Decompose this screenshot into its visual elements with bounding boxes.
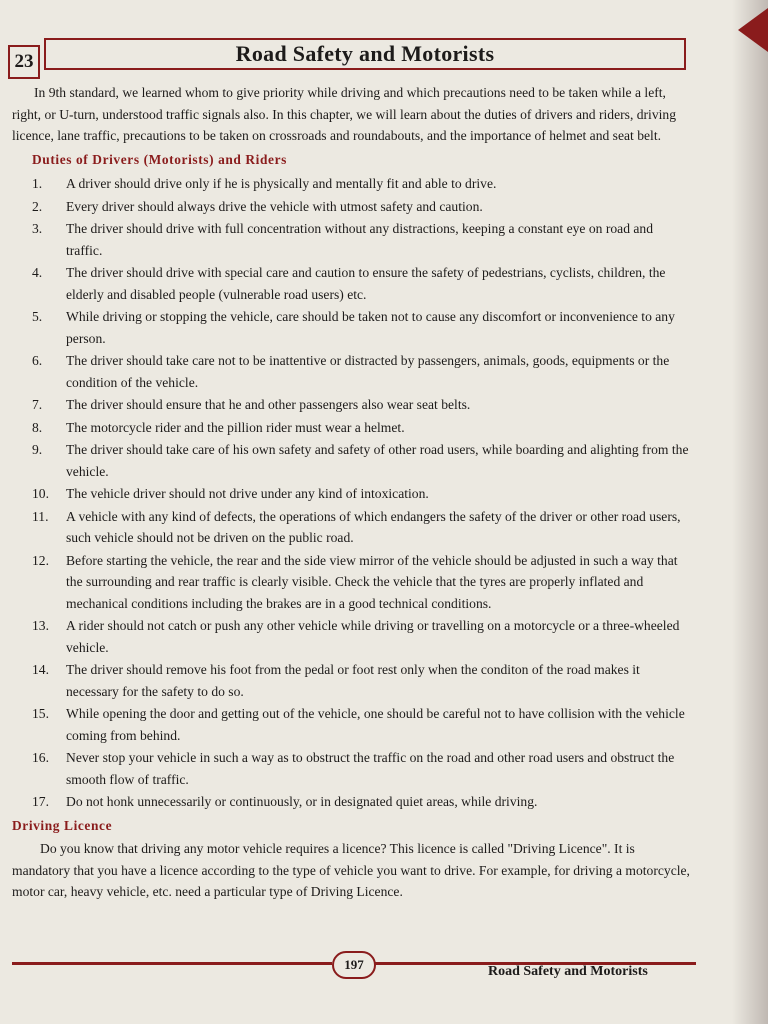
duty-number: 5.: [32, 309, 43, 324]
duty-number: 8.: [32, 419, 43, 435]
duties-heading: Duties of Drivers (Motorists) and Riders: [32, 151, 287, 167]
corner-tab-mark: [738, 8, 768, 52]
duty-item: [12, 659, 692, 702]
duty-text: The driver should remove his foot from the pedal or foot rest only when the conditon of the road makes it necessary for the safety to do so.: [66, 662, 640, 699]
duties-list: [12, 173, 692, 813]
page-edge-shadow: [732, 0, 768, 1024]
footer-title: Road Safety and Motorists: [488, 964, 648, 979]
duty-item: [12, 218, 692, 261]
duty-number: 3.: [32, 221, 43, 236]
duty-number: 4.: [32, 265, 43, 280]
duty-number: 12.: [32, 552, 49, 568]
duty-number: 15.: [32, 706, 49, 721]
duty-number: 9.: [32, 442, 43, 457]
duty-item: [12, 483, 692, 505]
duty-text: The driver should drive with full concentration without any distractions, keeping a constant eye on road and traffic.: [66, 221, 654, 258]
page-content: [12, 82, 692, 903]
duty-text: A rider should not catch or push any other vehicle while driving or travelling on a motorcycle or a three-wheeled vehicle.: [66, 618, 680, 655]
page-number: 197: [332, 951, 376, 979]
licence-heading: Driving Licence: [12, 817, 113, 833]
duty-item: [12, 196, 692, 218]
chapter-title-box: [44, 38, 686, 70]
licence-paragraph: Do you know that driving any motor vehicle requires a licence? This licence is called "Driving Licence". It is mandatory that you have a licence according to the type of vehicle you want to drive. For example, for driving a motorcycle, motor car, heavy vehicle, etc. need a particular type of Driving Licence.: [12, 841, 690, 899]
duty-text: The driver should take care of his own safety and safety of other road users, while boarding and alighting from the vehicle.: [66, 442, 689, 479]
duty-item: [12, 703, 692, 746]
footer-rule-left: [12, 962, 332, 965]
duty-item: [12, 550, 692, 615]
chapter-title: Road Safety and Motorists: [235, 41, 495, 66]
duty-number: 14.: [32, 662, 49, 677]
duty-text: The motorcycle rider and the pillion rider must wear a helmet.: [66, 419, 405, 435]
duty-text: The driver should take care not to be inattentive or distracted by passengers, animals, goods, equipments or the condition of the vehicle.: [66, 353, 670, 390]
duty-number: 17.: [32, 794, 49, 809]
duty-item: [12, 350, 692, 393]
duty-number: 7.: [32, 397, 43, 412]
duty-item: [12, 506, 692, 549]
duty-item: [12, 262, 692, 305]
duty-number: 10.: [32, 486, 49, 501]
duty-number: 13.: [32, 618, 49, 633]
duty-text: The driver should drive with special care and caution to ensure the safety of pedestrians, cyclists, children, the elderly and disabled people (vulnerable road users) etc.: [66, 265, 666, 302]
duty-number: 16.: [32, 750, 49, 765]
duty-item: [12, 306, 692, 349]
duty-text: Every driver should always drive the vehicle with utmost safety and caution.: [66, 198, 483, 214]
chapter-number: 23: [8, 45, 40, 79]
duty-item: [12, 173, 692, 195]
duty-text: While driving or stopping the vehicle, care should be taken not to cause any discomfort or inconvenience to any person.: [66, 309, 675, 346]
duty-number: 6.: [32, 353, 43, 368]
duty-number: 11.: [32, 508, 49, 524]
intro-paragraph: In 9th standard, we learned whom to give priority while driving and which precautions need to be taken while a left, right, or U-turn, understood traffic signals also. In this chapter, we will learn about the duties of drivers and riders, driving licence, lane traffic, precautions to be taken on crossroads and roundabouts, and the importance of helmet and seat belt.: [12, 85, 677, 143]
duty-number: 1.: [32, 176, 43, 191]
duty-text: Do not honk unnecessarily or continuously, or in designated quiet areas, while driving.: [66, 794, 538, 809]
duty-text: While opening the door and getting out of the vehicle, one should be careful not to have collision with the vehicle coming from behind.: [66, 706, 685, 743]
duty-text: The driver should ensure that he and other passengers also wear seat belts.: [66, 397, 471, 412]
duty-text: A driver should drive only if he is physically and mentally fit and able to drive.: [66, 176, 497, 191]
duty-item: [12, 417, 692, 439]
duty-item: [12, 615, 692, 658]
duty-text: Before starting the vehicle, the rear and the side view mirror of the vehicle should be adjusted in such a way that the surrounding and rear traffic is clearly visible. Check the vehicle that the tyres are properly inflated and mechanical conditions including the brakes are in a good technical conditions.: [66, 552, 678, 611]
duty-number: 2.: [32, 198, 43, 214]
duty-item: [12, 439, 692, 482]
duty-text: Never stop your vehicle in such a way as to obstruct the traffic on the road and other road users and obstruct the smooth flow of traffic.: [66, 750, 675, 787]
duty-text: The vehicle driver should not drive under any kind of intoxication.: [66, 486, 429, 501]
duty-item: [12, 394, 692, 416]
duty-text: A vehicle with any kind of defects, the operations of which endangers the safety of the driver or other road users, such vehicle should not be driven on the public road.: [66, 508, 681, 545]
duty-item: [12, 747, 692, 790]
duty-item: [12, 791, 692, 813]
